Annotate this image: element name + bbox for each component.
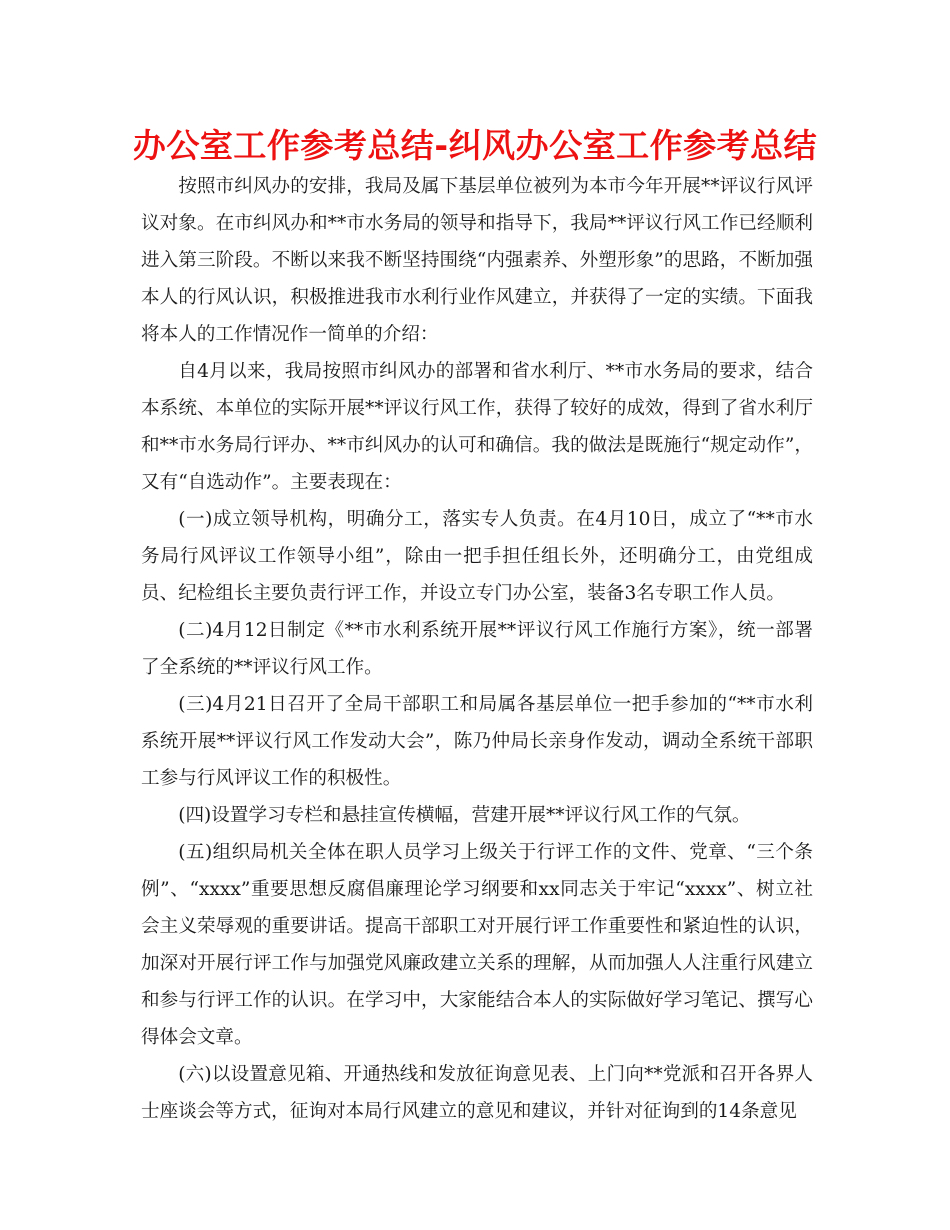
- paragraph-item-2: (二)4月12日制定《**市水利系统开展**评议行风工作施行方案》，统一部署了全系统的**评议行风工作。: [141, 620, 813, 678]
- paragraph-item-3: (三)4月21日召开了全局干部职工和局属各基层单位一把手参加的“**市水利系统开展**评议行风工作发动大会”，陈乃仲局长亲身作发动，调动全系统干部职工参与行风评议工作的积极性。: [141, 694, 813, 789]
- paragraph-item-5: (五)组织局机关全体在职人员学习上级关于行评工作的文件、党章、“三个条例”、“xxxx”重要思想反腐倡廉理论学习纲要和xx同志关于牢记“xxxx”、树立社会主义荣辱观的重要讲话。提高干部职工对开展行评工作重要性和紧迫性的认识，加深对开展行评工作与加强党风廉政建立关系的理解，从而加强人人注重行风建立和参与行评工作的认识。在学习中，大家能结合本人的实际做好学习笔记、撰写心得体会文章。: [141, 842, 813, 1048]
- document-title: 办公室工作参考总结-纠风办公室工作参考总结: [132, 126, 818, 165]
- paragraph-overview: 自4月以来，我局按照市纠风办的部署和省水利厅、**市水务局的要求，结合本系统、本单位的实际开展**评议行风工作，获得了较好的成效，得到了省水利厅和**市水务局行评办、**市纠风办的认可和确信。我的做法是既施行“规定动作”，又有“自选动作”。主要表现在：: [141, 361, 813, 493]
- paragraph-item-1: (一)成立领导机构，明确分工，落实专人负责。在4月10日，成立了“**市水务局行风评议工作领导小组”，除由一把手担任组长外，还明确分工，由党组成员、纪检组长主要负责行评工作，并设立专门办公室，装备3名专职工作人员。: [141, 509, 813, 604]
- document-body: [141, 168, 813, 1130]
- paragraph-intro: 按照市纠风办的安排，我局及属下基层单位被列为本市今年开展**评议行风评议对象。在市纠风办和**市水务局的领导和指导下，我局**评议行风工作已经顺利进入第三阶段。不断以来我不断坚持围绕“内强素养、外塑形象”的思路，不断加强本人的行风认识，积极推进我市水利行业作风建立，并获得了一定的实绩。下面我将本人的工作情况作一简单的介绍：: [141, 176, 813, 345]
- paragraph-item-6: (六)以设置意见箱、开通热线和发放征询意见表、上门向**党派和召开各界人士座谈会等方式，征询对本局行风建立的意见和建议，并针对征询到的14条意见: [141, 1064, 813, 1122]
- paragraph-item-4: (四)设置学习专栏和悬挂宣传横幅，营建开展**评议行风工作的气氛。: [178, 805, 751, 826]
